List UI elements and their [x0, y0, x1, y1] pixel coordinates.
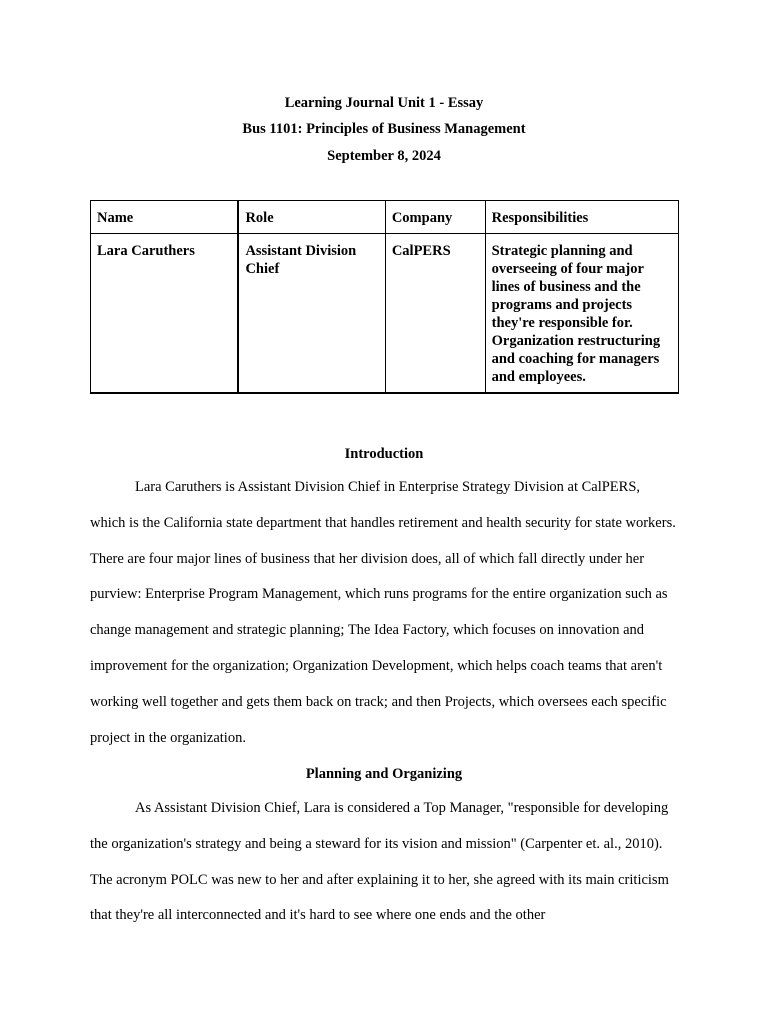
table-cell-role: Assistant Division Chief	[238, 234, 385, 394]
course-title: Bus 1101: Principles of Business Management	[242, 121, 526, 137]
info-table	[90, 200, 679, 394]
introduction-heading: Introduction	[344, 446, 424, 462]
table-row	[91, 234, 679, 394]
table-cell-responsibilities: Strategic planning and overseeing of four major lines of business and the programs and projects they're responsible for. Organization restructuring and coaching for managers and employees.	[485, 234, 678, 394]
planning-paragraph: As Assistant Division Chief, Lara is considered a Top Manager, "responsible for developing the organization's strategy and being a steward for its vision and mission" (Carpenter et. al., 2010). The acronym POLC was new to her and after explaining it to her, she agreed with its main criticism that they're all interconnected and it's hard to see where one ends and the other	[90, 800, 669, 924]
planning-heading: Planning and Organizing	[305, 766, 463, 782]
table-cell-company: CalPERS	[385, 234, 485, 394]
table-header-company: Company	[385, 201, 485, 234]
table-header-row	[91, 201, 679, 234]
table-header-role: Role	[238, 201, 385, 234]
table-header-responsibilities: Responsibilities	[485, 201, 678, 234]
document-date: September 8, 2024	[327, 148, 441, 164]
document-title: Learning Journal Unit 1 - Essay	[284, 95, 484, 111]
introduction-paragraph: Lara Caruthers is Assistant Division Chief in Enterprise Strategy Division at CalPERS, which is the California state department that handles retirement and health security for state workers. There are four major lines of business that her division does, all of which fall directly under her purview: Enterprise Program Management, which runs programs for the entire organization such as change management and strategic planning; The Idea Factory, which focuses on innovation and improvement for the organization; Organization Development, which helps coach teams that aren't working well together and gets them back on track; and then Projects, which oversees each specific project in the organization.	[90, 479, 676, 746]
table-cell-name: Lara Caruthers	[91, 234, 239, 394]
table-header-name: Name	[91, 201, 239, 234]
